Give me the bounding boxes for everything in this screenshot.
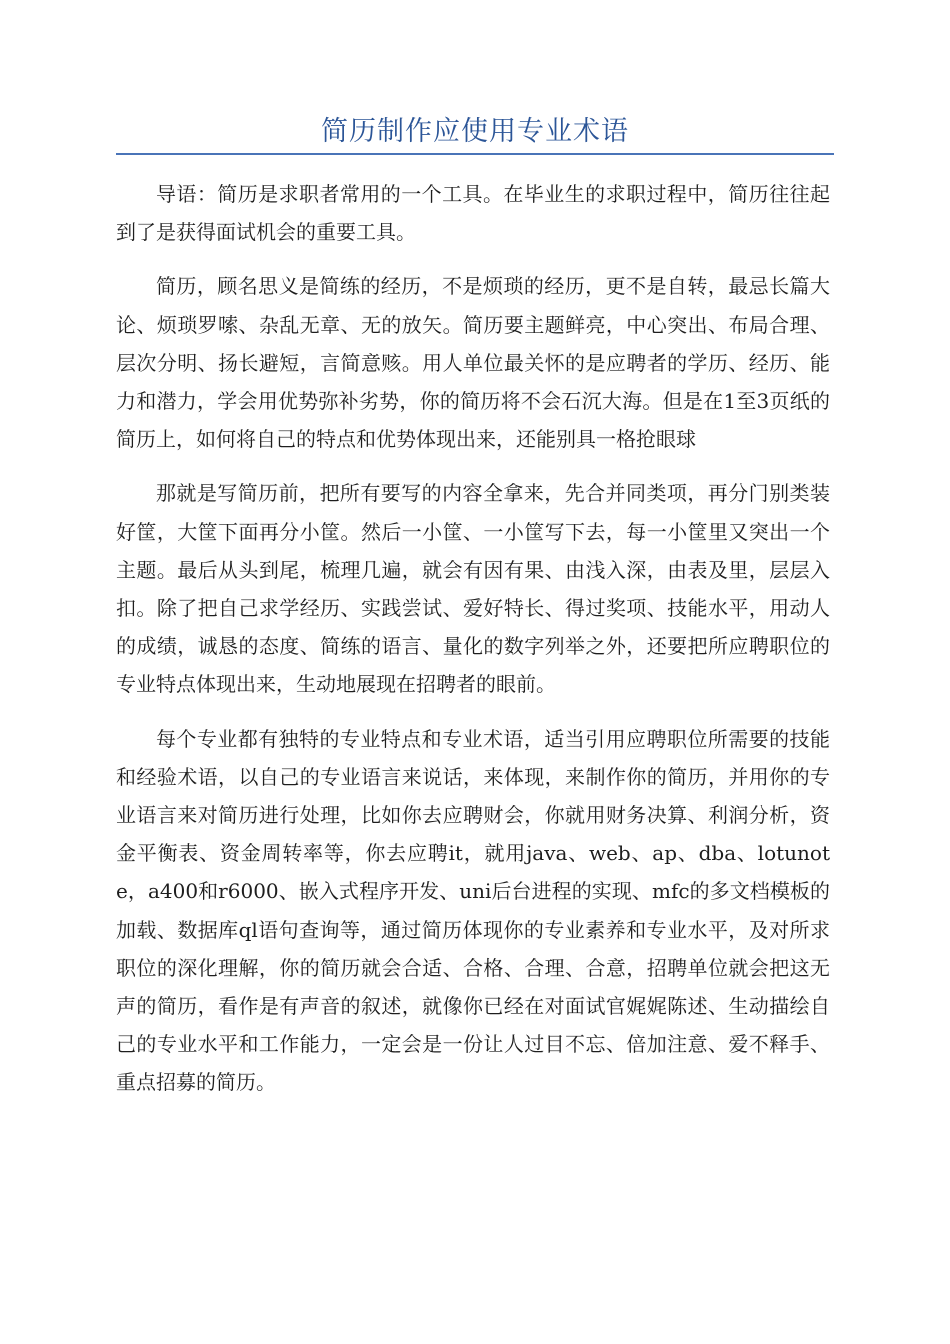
paragraph-intro: 导语：简历是求职者常用的一个工具。在毕业生的求职过程中，简历往往起到了是获得面试机会的重要工具。 — [116, 182, 830, 245]
document-title: 简历制作应使用专业术语 — [321, 116, 629, 147]
paragraph-terminology: 每个专业都有独特的专业特点和专业术语，适当引用应聘职位所需要的技能和经验术语，以自己的专业语言来说话，来体现，来制作你的简历，并用你的专业语言来对简历进行处理，比如你去应聘财会，你就用财务决算、利润分析，资金平衡表、资金周转率等，你去应聘it，就用java、web、ap、dba、lotunote，a400和r6000、嵌入式程序开发、uni后台进程的实现、mfc的多文档模板的加载、数据库ql语句查询等，通过简历体现你的专业素养和专业水平，及对所求职位的深化理解，你的简历就会合适、合格、合理、合意，招聘单位就会把这无声的简历，看作是有声音的叙述，就像你已经在对面试官娓娓陈述、生动描绘自己的专业水平和工作能力，一定会是一份让人过目不忘、倍加注意、爱不释手、重点招募的简历。 — [116, 726, 830, 1095]
paragraph-organization: 那就是写简历前，把所有要写的内容全拿来，先合并同类项，再分门别类装好筐，大筐下面再分小筐。然后一小筐、一小筐写下去，每一小筐里又突出一个主题。最后从头到尾，梳理几遍，就会有因有果、由浅入深，由表及里，层层入扣。除了把自己求学经历、实践尝试、爱好特长、得过奖项、技能水平，用动人的成绩，诚恳的态度、简练的语言、量化的数字列举之外，还要把所应聘职位的专业特点体现出来，生动地展现在招聘者的眼前。 — [116, 481, 830, 697]
paragraph-definition: 简历，顾名思义是简练的经历，不是烦琐的经历，更不是自转，最忌长篇大论、烦琐罗嗦、杂乱无章、无的放矢。简历要主题鲜亮，中心突出、布局合理、层次分明、扬长避短，言简意赅。用人单位最关怀的是应聘者的学历、经历、能力和潜力，学会用优势弥补劣势，你的简历将不会石沉大海。但是在1至3页纸的简历上，如何将自己的特点和优势体现出来，还能别具一格抢眼球 — [116, 274, 830, 452]
document-body — [116, 175, 830, 1118]
title-underline — [116, 153, 834, 155]
